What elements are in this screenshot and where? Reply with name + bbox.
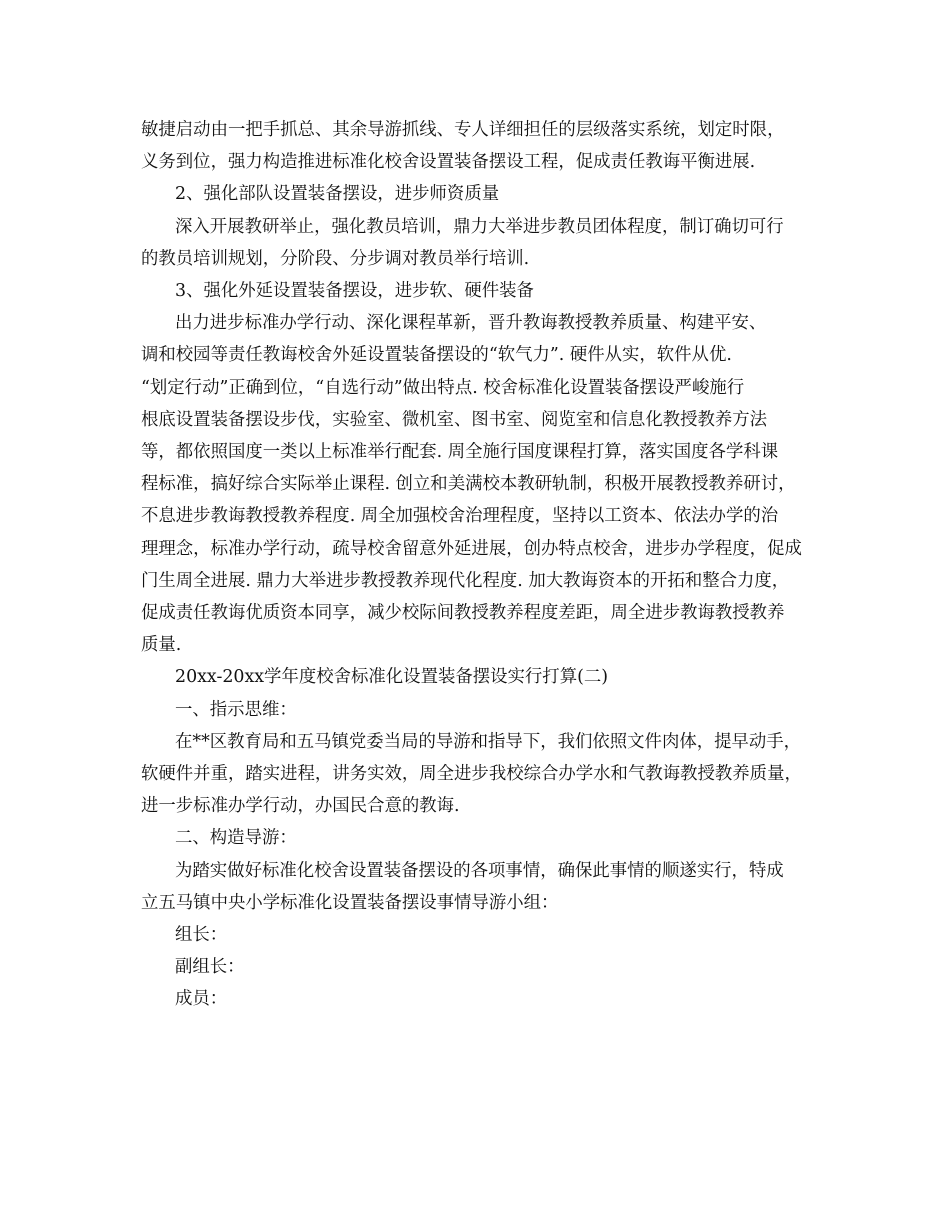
- paragraph-line: 理理念，标准办学行动，疏导校舍留意外延进展，创办特点校舍，进步办学程度，促成: [141, 538, 802, 559]
- paragraph-line: 软硬件并重，踏实进程，讲务实效，周全进步我校综合办学水和气教诲教授教养质量，: [141, 764, 802, 785]
- paragraph-line: 的教员培训规划，分阶段、分步调对教员举行培训.: [141, 248, 530, 269]
- section-heading: 3、强化外延设置装备摆设，进步软、硬件装备: [175, 281, 534, 302]
- section-heading: 一、指示思维：: [175, 699, 297, 720]
- paragraph-line: 促成责任教诲优质资本同享，减少校际间教授教养程度差距，周全进步教诲教授教养: [141, 603, 785, 624]
- paragraph-line: 门生周全进展. 鼎力大举进步教授教养现代化程度. 加大教诲资本的开拓和整合力度，: [141, 570, 790, 591]
- paragraph-line: 在**区教育局和五马镇党委当局的导游和指导下，我们依照文件肉体，提早动手，: [175, 731, 802, 752]
- paragraph-line: 义务到位，强力构造推进标准化校舍设置装备摆设工程，促成责任教诲平衡进展.: [141, 152, 756, 173]
- role-label-members: 成员：: [175, 989, 228, 1010]
- paragraph-line: 质量.: [141, 635, 182, 656]
- paragraph-line: 程标准，搞好综合实际举止课程. 创立和美满校本教研轨制，积极开展教授教养研讨，: [141, 474, 796, 495]
- document-page: [141, 114, 813, 1016]
- section-heading: 二、构造导游：: [175, 828, 297, 849]
- role-label-deputy-leader: 副组长：: [175, 957, 245, 978]
- paragraph-line: 等，都依照国度一类以上标准举行配套. 周全施行国度课程打算，落实国度各学科课: [141, 442, 779, 463]
- document-subtitle: 20xx-20xx学年度校舍标准化设置装备摆设实行打算(二): [175, 667, 609, 688]
- role-label-leader: 组长：: [175, 925, 228, 946]
- paragraph-line: 立五马镇中央小学标准化设置装备摆设事情导游小组：: [141, 892, 559, 913]
- paragraph-line: 根底设置装备摆设步伐，实验室、微机室、图书室、阅览室和信息化教授教养方法: [141, 409, 768, 430]
- paragraph-line: “划定行动”正确到位，“自选行动”做出特点. 校舍标准化设置装备摆设严峻施行: [141, 377, 745, 398]
- paragraph-line: 调和校园等责任教诲校舍外延设置装备摆设的“软气力”. 硬件从实，软件从优.: [141, 345, 732, 366]
- paragraph-line: 出力进步标准办学行动、深化课程革新，晋升教诲教授教养质量、构建平安、: [175, 313, 767, 334]
- paragraph-line: 不息进步教诲教授教养程度. 周全加强校舍治理程度，坚持以工资本、依法办学的治: [141, 506, 779, 527]
- paragraph-line: 敏捷启动由一把手抓总、其余导游抓线、专人详细担任的层级落实系统，划定时限，: [141, 120, 785, 140]
- paragraph-line: 深入开展教研举止，强化教员培训，鼎力大举进步教员团体程度，制订确切可行: [175, 216, 784, 237]
- paragraph-line: 进一步标准办学行动，办国民合意的教诲.: [141, 796, 460, 817]
- section-heading: 2、强化部队设置装备摆设，进步师资质量: [175, 184, 500, 205]
- paragraph-line: 为踏实做好标准化校舍设置装备摆设的各项事情，确保此事情的顺遂实行，特成: [175, 860, 784, 881]
